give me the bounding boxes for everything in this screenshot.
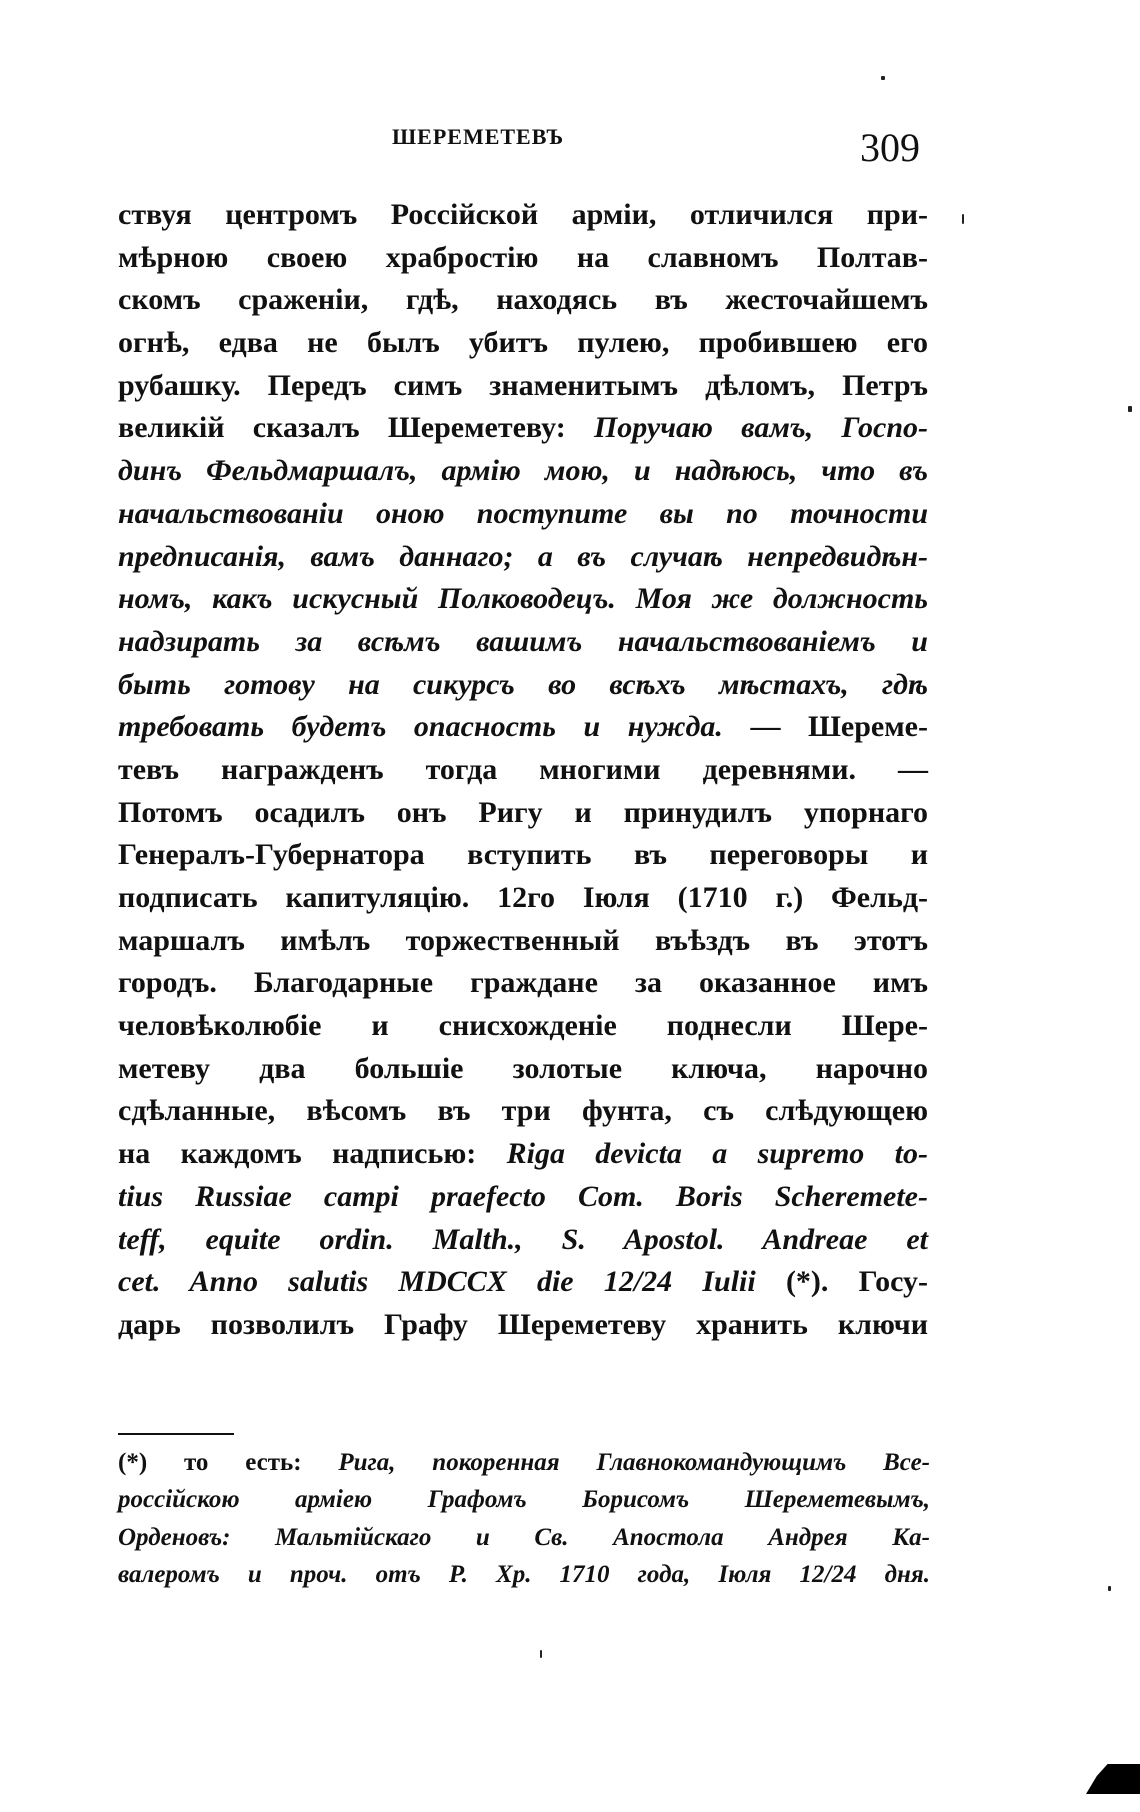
text-run: маршалъ имѣлъ торжественный въѣздъ въ этотъ [118, 923, 928, 957]
text-run: cet. Anno salutis MDCCX die 12/24 Iulii [118, 1265, 756, 1299]
footnote-run: (*) то есть: [118, 1449, 339, 1476]
text-run: Riga devicta a supremo to- [506, 1137, 928, 1171]
text-line [118, 1304, 928, 1347]
text-line [118, 877, 928, 920]
text-run: рубашку. Передъ симъ знаменитымъ дѣломъ, Петръ [118, 368, 928, 402]
text-run: Потомъ осадилъ онъ Ригу и принудилъ упорнаго [118, 795, 928, 829]
text-run: скомъ сраженіи, гдѣ, находясь въ жесточайшемъ [118, 283, 928, 317]
text-line [118, 450, 928, 493]
text-line [118, 1048, 928, 1091]
scan-speck [1128, 406, 1132, 412]
text-run: ствуя центромъ Россійской арміи, отличился при- [118, 198, 928, 231]
text-run: подписать капитуляцію. 12го Іюля (1710 г.) Фельд- [118, 881, 928, 914]
text-line [118, 1261, 928, 1304]
text-line [118, 834, 928, 877]
footnote-run: Орденовъ: Мальтійскаго и Св. Апостола Андрея Ка- [118, 1523, 930, 1551]
text-line [118, 1133, 928, 1176]
text-run: Поручаю вамъ, Госпо- [593, 411, 928, 445]
text-line [118, 578, 928, 621]
text-line [118, 365, 928, 408]
text-line [118, 194, 928, 237]
text-run: надзирать за всѣмъ вашимъ начальствованіемъ и [118, 624, 928, 658]
text-line [118, 1176, 928, 1219]
text-run: городъ. Благодарные граждане за оказанное имъ [118, 966, 928, 1000]
text-run: динъ Фельдмаршалъ, армію мою, и надѣюсь, что въ [118, 454, 928, 488]
text-line [118, 1005, 928, 1048]
text-line [118, 407, 928, 450]
text-line [118, 279, 928, 322]
text-run: дарь позволилъ Графу Шереметеву хранить ключи [118, 1307, 928, 1341]
text-line [118, 962, 928, 1005]
text-run: начальствованіи оною поступите вы по точности [118, 496, 928, 530]
text-line [118, 493, 928, 536]
scan-speck [962, 214, 964, 224]
footnote-line [118, 1556, 930, 1593]
footnote [118, 1444, 930, 1593]
page-number: 309 [860, 125, 920, 170]
footnote-run: россійскою арміею Графомъ Борисомъ Шереметевымъ, [118, 1486, 930, 1514]
text-line [118, 706, 928, 749]
text-run: требовать будетъ опасность и нужда. [118, 710, 723, 744]
text-line [118, 1090, 928, 1133]
text-run: teff, equite ordin. Malth., S. Apostol. Andreae et [118, 1222, 928, 1256]
text-line [118, 536, 928, 579]
text-run: предписанія, вамъ даннаго; а въ случаѣ непредвидѣн- [118, 539, 928, 573]
text-run: (*). Госу- [755, 1265, 928, 1299]
text-line [118, 621, 928, 664]
text-line [118, 237, 928, 280]
footnote-line [118, 1444, 930, 1481]
text-run: великій сказалъ Шереметеву: [118, 411, 594, 445]
text-run: человѣколюбіе и снисхожденіе поднесли Шере- [118, 1009, 928, 1043]
text-run: номъ, какъ искусный Полководецъ. Моя же должность [118, 582, 928, 616]
text-run: мѣрною своею храбростію на славномъ Полтав- [118, 240, 928, 274]
text-run: сдѣланные, вѣсомъ въ три фунта, съ слѣдующею [118, 1094, 928, 1128]
footnote-divider [118, 1433, 234, 1435]
text-run: огнѣ, едва не былъ убитъ пулею, пробившею его [118, 326, 928, 360]
text-run: метеву два большіе золотые ключа, нарочно [118, 1051, 928, 1085]
text-line [118, 1219, 928, 1262]
text-line [118, 322, 928, 365]
running-title: ШЕРЕМЕТЕВЪ [392, 124, 565, 149]
text-run: быть готову на сикурсъ во всѣхъ мѣстахъ, гдѣ [118, 667, 928, 701]
body-text [118, 194, 928, 1347]
text-run: — Шереме- [722, 710, 928, 744]
text-line [118, 920, 928, 963]
footnote-run: валеромъ и проч. отъ Р. Хр. 1710 года, Іюля 12/24 дня. [118, 1560, 930, 1588]
footnote-line [118, 1481, 930, 1518]
scan-edge-mark [1086, 1764, 1140, 1794]
text-line [118, 664, 928, 707]
scan-speck [881, 76, 885, 80]
text-run: на каждомъ надписью: [118, 1137, 507, 1171]
scan-speck [1108, 1586, 1111, 1591]
text-run: tius Russiae campi praefecto Com. Boris Scheremete- [118, 1179, 928, 1213]
footnote-line [118, 1519, 930, 1556]
text-run: Генералъ-Губернатора вступить въ переговоры и [118, 838, 928, 872]
text-line [118, 792, 928, 835]
footnote-run: Рига, покоренная Главнокомандующимъ Все- [338, 1449, 930, 1476]
text-run: тевъ награжденъ тогда многими деревнями. — [118, 752, 928, 786]
scan-speck [540, 1650, 542, 1658]
text-line [118, 749, 928, 792]
